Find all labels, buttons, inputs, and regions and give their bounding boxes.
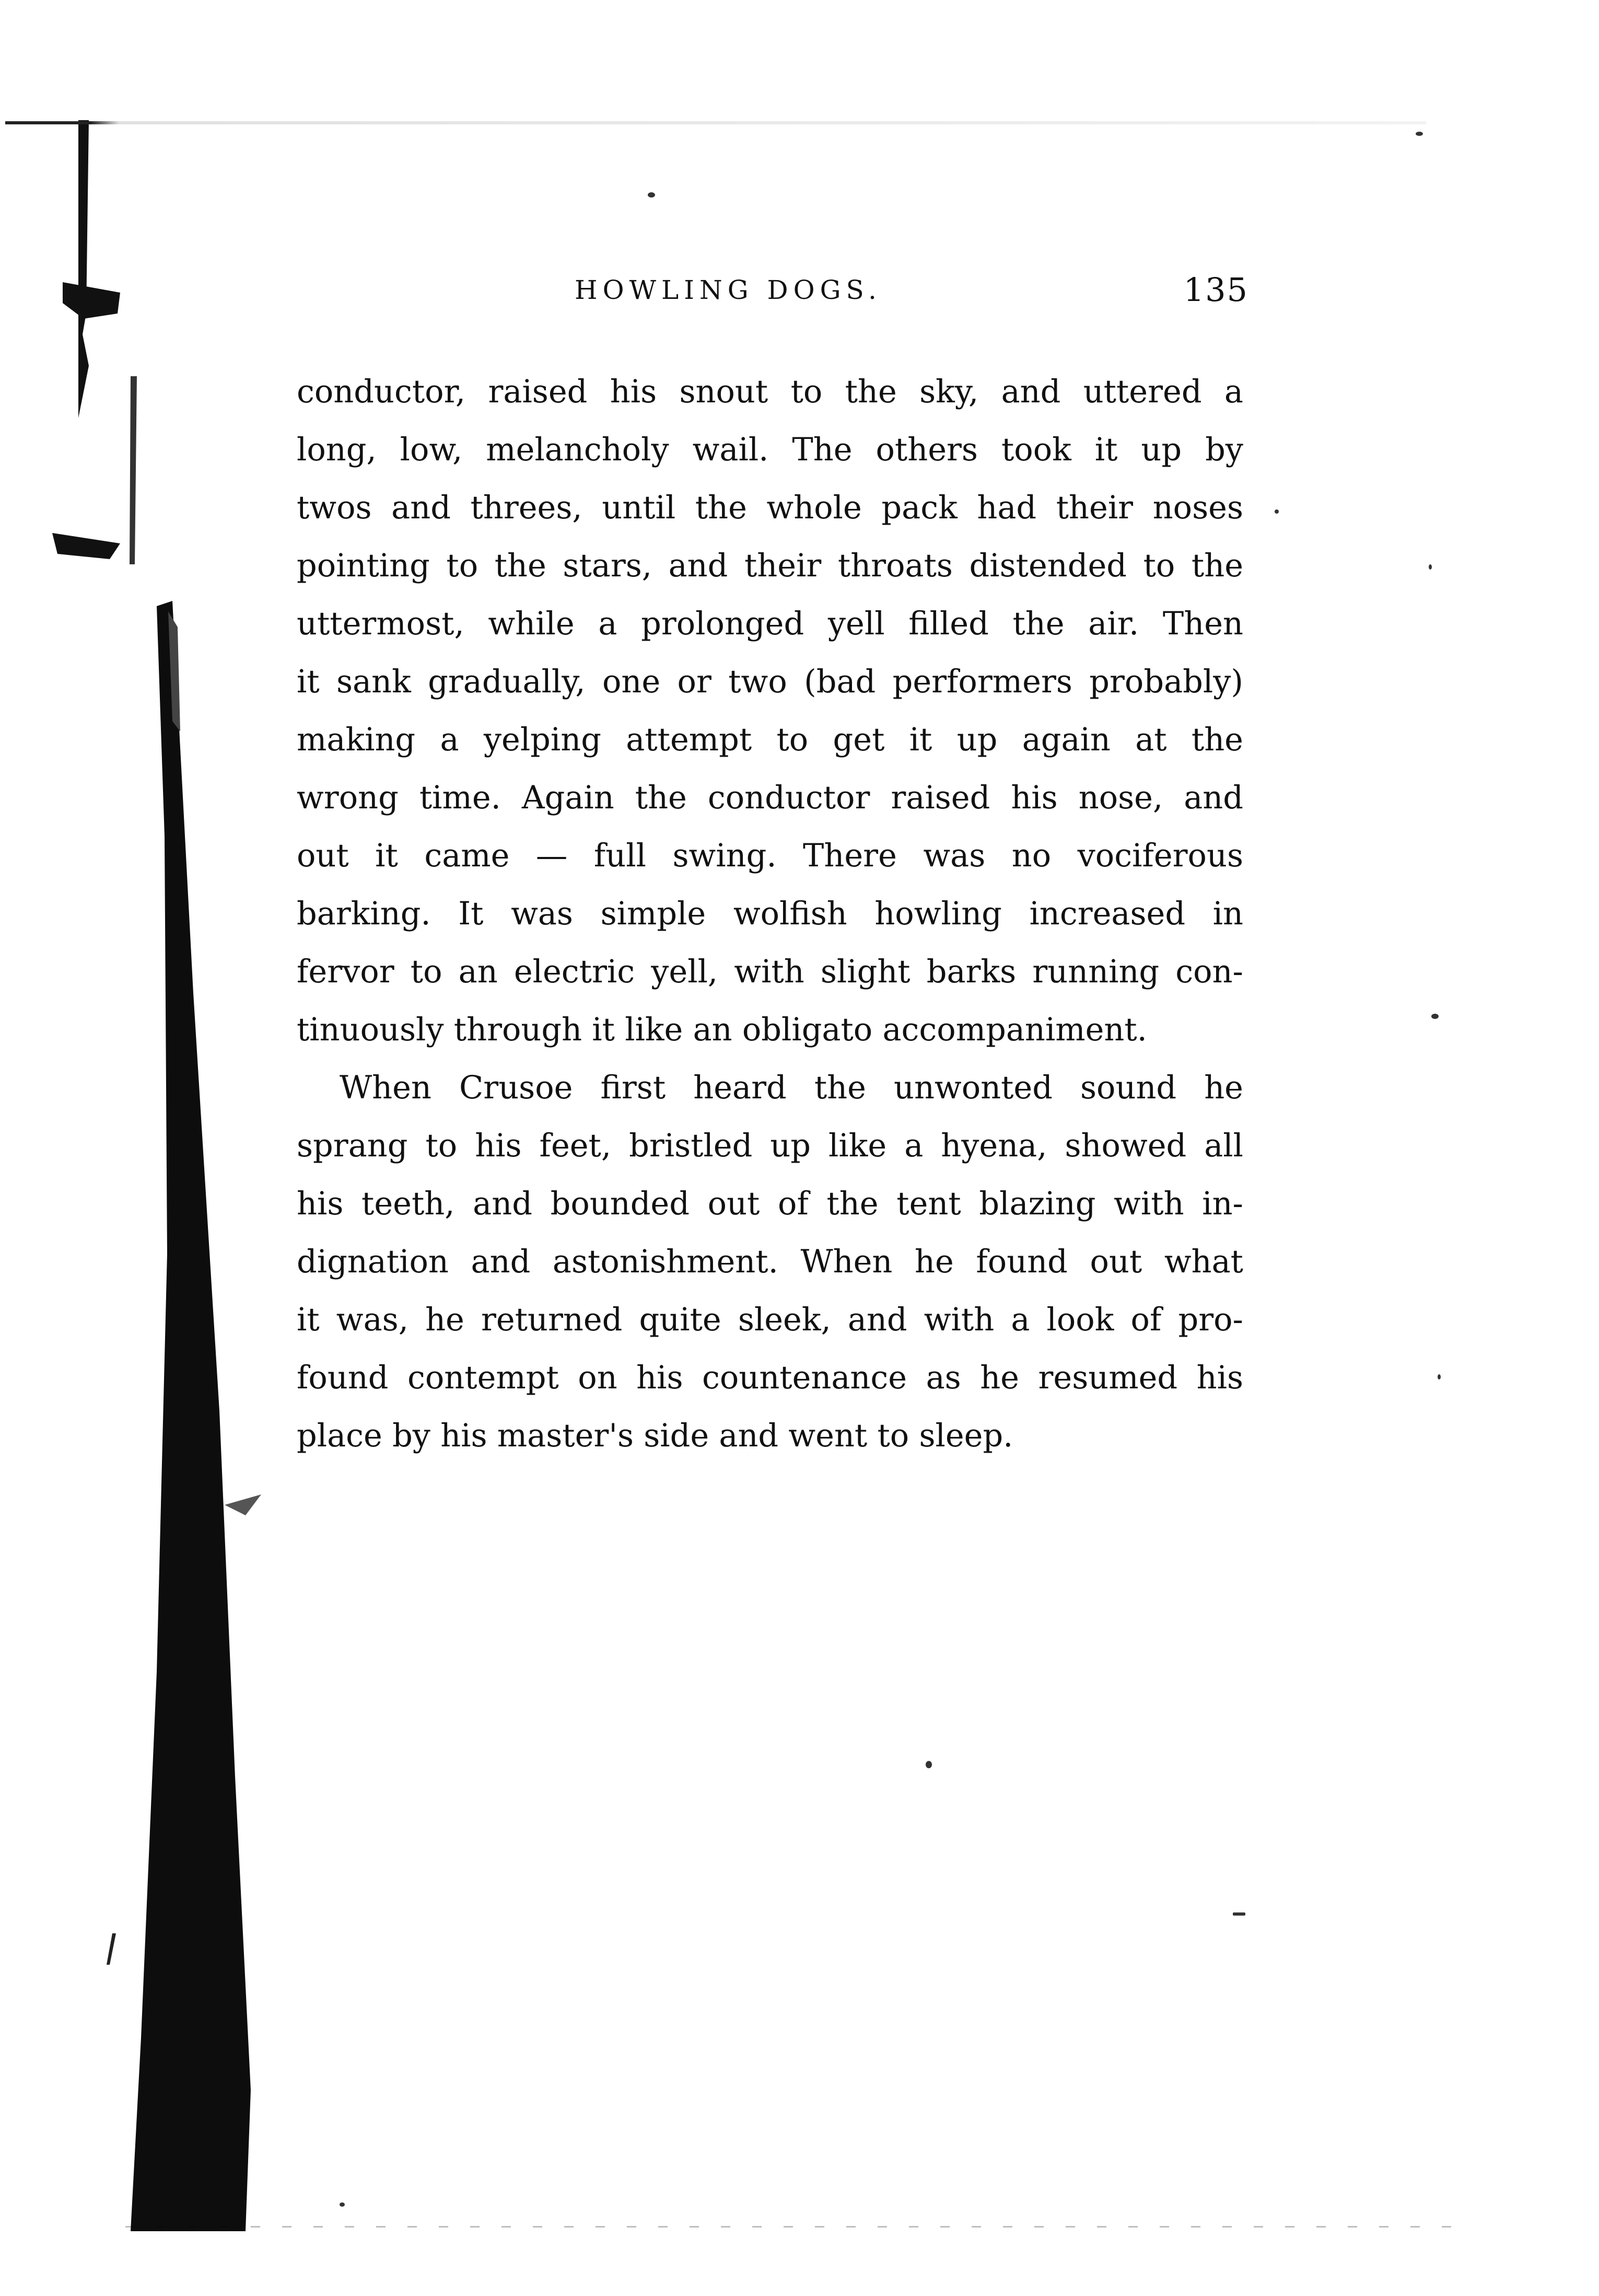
text-line: tinuously through it like an obligato accompaniment. [297, 1012, 1147, 1048]
scan-speck [340, 2202, 345, 2207]
text-line: sprang to his feet, bristled up like a hyena, showed all [297, 1128, 1243, 1164]
scan-speck [1233, 1912, 1245, 1916]
text-line: When Crusoe first heard the unwonted sound he [340, 1070, 1243, 1106]
text-line: twos and threes, until the whole pack had their noses [297, 490, 1243, 526]
running-title: HOWLING DOGS. [575, 275, 882, 305]
bottom-scan-rule [125, 2226, 1463, 2228]
paragraph-2 [297, 1059, 1243, 1465]
scan-speck [926, 1761, 932, 1768]
text-line: making a yelping attempt to get it up again at the [297, 722, 1243, 758]
binding-edge-shadow [0, 0, 313, 2296]
scan-speck [1275, 509, 1279, 514]
running-head [293, 266, 1248, 314]
scan-speck [1438, 1374, 1441, 1379]
scan-speck [1429, 564, 1432, 570]
text-line: wrong time. Again the conductor raised his nose, and [297, 780, 1243, 816]
text-line: out it came — full swing. There was no vociferous [297, 838, 1243, 874]
top-scan-rule [5, 121, 1426, 124]
text-line: pointing to the stars, and their throats distended to the [297, 548, 1243, 584]
text-line: barking. It was simple wolfish howling increased in [297, 896, 1243, 932]
scan-speck [1416, 132, 1423, 136]
scan-speck [1431, 1014, 1439, 1019]
text-line: fervor to an electric yell, with slight barks running con- [297, 954, 1243, 990]
text-line: it sank gradually, one or two (bad performers probably) [297, 664, 1243, 700]
text-line: his teeth, and bounded out of the tent blazing with in- [297, 1186, 1243, 1222]
page-number: 135 [1183, 271, 1248, 309]
text-line: place by his master's side and went to sleep. [297, 1418, 1013, 1454]
text-line: found contempt on his countenance as he resumed his [297, 1360, 1243, 1396]
scan-speck [648, 192, 655, 198]
text-line: uttermost, while a prolonged yell filled the air. Then [297, 606, 1243, 642]
body-text [297, 363, 1243, 1465]
text-line: it was, he returned quite sleek, and with a look of pro- [297, 1302, 1243, 1338]
text-line: long, low, melancholy wail. The others took it up by [297, 432, 1243, 468]
text-line: conductor, raised his snout to the sky, and uttered a [297, 374, 1243, 410]
text-line: dignation and astonishment. When he found out what [297, 1244, 1243, 1280]
paragraph-1 [297, 363, 1243, 1059]
